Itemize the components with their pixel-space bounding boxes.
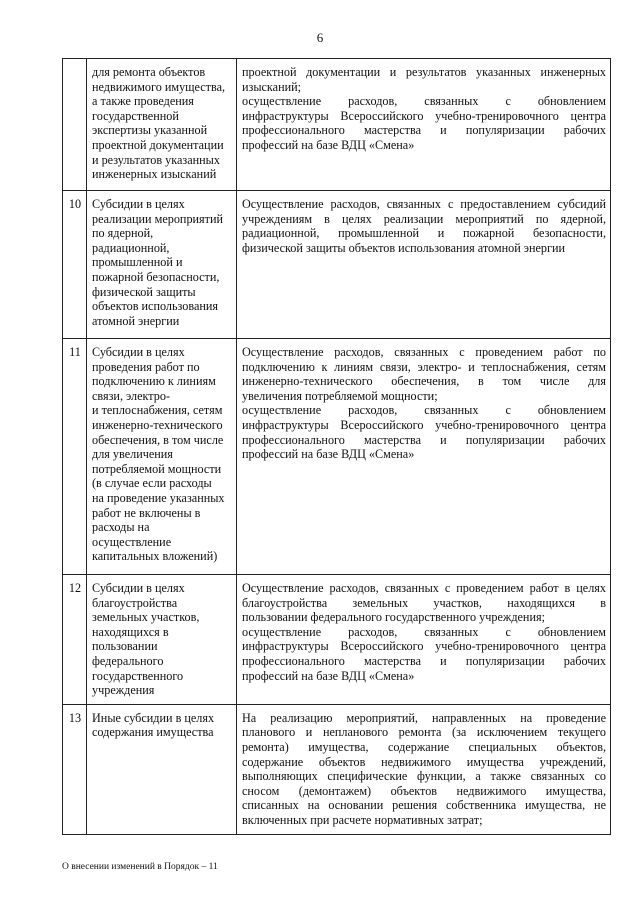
subsidy-name-line: а также проведения — [92, 94, 194, 109]
subsidy-description-line: учреждениям в целях реализации мероприятий по ядерной, — [242, 211, 606, 226]
subsidy-name-line: реализации мероприятий — [92, 211, 224, 226]
subsidy-description-line: профессионального мастерства и популяризации рабочих — [242, 123, 606, 138]
subsidy-description-line: планового и непланового ремонта (за исключением текущего — [242, 725, 606, 740]
subsidy-name-line: проведения работ по — [92, 359, 200, 374]
subsidy-name-line: экспертизы указанной — [92, 123, 208, 138]
subsidy-description-line: профессий на базе ВДЦ «Смена» — [242, 447, 415, 462]
subsidy-description-line: проектной документации и результатов указанных инженерных — [242, 65, 606, 79]
subsidy-description-line: Осуществление расходов, связанных с проведением работ в целях — [242, 581, 606, 595]
subsidy-description-line: осуществление расходов, связанных с обновлением — [242, 94, 606, 109]
subsidy-name — [87, 339, 237, 575]
subsidy-name-line: Субсидии в целях — [92, 345, 185, 359]
subsidy-description-line: радиационной, промышленной и пожарной безопасности, — [242, 226, 606, 241]
subsidy-description-line: ремонта) имущества, содержание специальных объектов, — [242, 739, 606, 754]
subsidy-name — [87, 191, 237, 339]
subsidy-description-line: На реализацию мероприятий, направленных на проведение — [242, 710, 606, 725]
subsidy-description — [237, 704, 611, 834]
subsidy-name-line: пожарной безопасности, — [92, 269, 220, 284]
row-number: 11 — [63, 339, 87, 575]
subsidy-name-line: объектов использования — [92, 299, 219, 314]
subsidy-description — [237, 339, 611, 575]
subsidy-name-line: потребляемой мощности — [92, 461, 222, 476]
subsidy-name-line: работ не включены в — [92, 505, 201, 520]
subsidy-name-line: осуществление — [92, 534, 172, 549]
subsidy-description-line: подключению к линиям связи, электро- и теплоснабжения, сетям — [242, 359, 606, 374]
subsidy-description-line: инфраструктуры Всероссийского учебно-тренировочного центра — [242, 639, 606, 654]
subsidy-name-line: радиационной, — [92, 240, 170, 255]
subsidy-description-line: пользовании федерального государственного учреждения; — [242, 610, 545, 625]
subsidy-name-line: находящихся в — [92, 624, 169, 639]
subsidy-name-line: недвижимого имущества, — [92, 79, 226, 94]
subsidy-name-line: содержания имущества — [92, 725, 214, 740]
subsidy-name-line: государственного — [92, 668, 184, 683]
subsidy-description-line: увеличения потребляемой мощности; — [242, 388, 438, 403]
row-number: 13 — [63, 704, 87, 834]
subsidy-name-line: Субсидии в целях — [92, 197, 185, 211]
subsidy-description-line: профессий на базе ВДЦ «Смена» — [242, 137, 415, 152]
subsidy-name — [87, 575, 237, 705]
subsidy-name — [87, 59, 237, 191]
subsidy-name-line: и результатов указанных — [92, 152, 220, 167]
row-number — [63, 59, 87, 191]
subsidy-description-line: осуществление расходов, связанных с обновлением — [242, 624, 606, 639]
subsidy-name-line: обеспечения, в том числе — [92, 432, 224, 447]
subsidy-description-line: включенных при расчете нормативных затрат; — [242, 812, 483, 827]
subsidy-name-line: земельных участков, — [92, 610, 200, 625]
subsidy-description-line: содержание объектов недвижимого имущества учреждений, — [242, 754, 606, 769]
subsidy-description — [237, 59, 611, 191]
subsidy-name-line: для ремонта объектов — [92, 65, 206, 79]
subsidy-description-line: инфраструктуры Всероссийского учебно-тренировочного центра — [242, 108, 606, 123]
subsidy-name-line: учреждения — [92, 683, 155, 698]
subsidy-name-line: подключению к линиям — [92, 374, 216, 389]
page-number: 6 — [316, 30, 324, 45]
subsidy-description-line: выполняющих специфические функции, а также связанных со — [242, 769, 606, 784]
table-row — [63, 59, 611, 191]
row-number: 12 — [63, 575, 87, 705]
subsidy-name-line: инженерно-технического — [92, 417, 223, 432]
table-row — [63, 191, 611, 339]
subsidy-name-line: атомной энергии — [92, 313, 180, 328]
subsidy-description — [237, 191, 611, 339]
subsidy-name-line: капитальных вложений) — [92, 549, 218, 564]
subsidy-description-line: профессионального мастерства и популяризации рабочих — [242, 432, 606, 447]
subsidy-description-line: списанных на основании решения собственника имущества, не — [242, 798, 606, 813]
subsidy-name-line: и теплоснабжения, сетям — [92, 403, 223, 418]
subsidy-description-line: сносом (демонтажем) объектов недвижимого имущества, — [242, 783, 606, 798]
subsidy-name-line: пользовании — [92, 639, 158, 654]
subsidy-name-line: инженерных изысканий — [92, 167, 217, 182]
subsidy-name-line: государственной — [92, 108, 179, 123]
subsidy-name-line: связи, электро- — [92, 388, 171, 403]
subsidy-description-line: профессий на базе ВДЦ «Смена» — [242, 668, 415, 683]
subsidy-description-line: Осуществление расходов, связанных с проведением работ по — [242, 345, 606, 359]
subsidies-table — [62, 58, 611, 835]
footer-note: О внесении изменений в Порядок – 11 — [62, 862, 218, 872]
subsidy-description-line: инфраструктуры Всероссийского учебно-тренировочного центра — [242, 417, 606, 432]
subsidy-name-line: по ядерной, — [92, 226, 154, 241]
row-number: 10 — [63, 191, 87, 339]
subsidy-description-line: инженерно-технического обеспечения, в том числе для — [242, 374, 606, 389]
subsidy-description-line: осуществление расходов, связанных с обновлением — [242, 403, 606, 418]
table-row — [63, 339, 611, 575]
subsidy-name-line: Субсидии в целях — [92, 581, 185, 595]
subsidy-name-line: проектной документации — [92, 137, 224, 152]
subsidy-description-line: профессионального мастерства и популяризации рабочих — [242, 653, 606, 668]
subsidy-name-line: расходы на — [92, 520, 150, 535]
subsidy-description-line: изысканий; — [242, 79, 302, 94]
subsidy-name-line: Иные субсидии в целях — [92, 710, 215, 725]
table-row — [63, 575, 611, 705]
subsidy-name-line: (в случае если расходы — [92, 476, 212, 491]
table-row — [63, 704, 611, 834]
subsidy-name-line: федерального — [92, 653, 164, 668]
subsidy-name-line: на проведение указанных — [92, 490, 225, 505]
subsidy-description-line: физической защиты объектов использования атомной энергии — [242, 240, 566, 255]
subsidy-name-line: физической защиты — [92, 284, 196, 299]
subsidy-name — [87, 704, 237, 834]
subsidy-description-line: благоустройства земельных участков, находящихся в — [242, 595, 606, 610]
subsidy-name-line: промышленной и — [92, 255, 183, 270]
table-body — [63, 59, 611, 835]
subsidy-name-line: для увеличения — [92, 447, 173, 462]
subsidy-description-line: Осуществление расходов, связанных с предоставлением субсидий — [242, 197, 606, 211]
subsidy-name-line: благоустройства — [92, 595, 178, 610]
subsidy-description — [237, 575, 611, 705]
